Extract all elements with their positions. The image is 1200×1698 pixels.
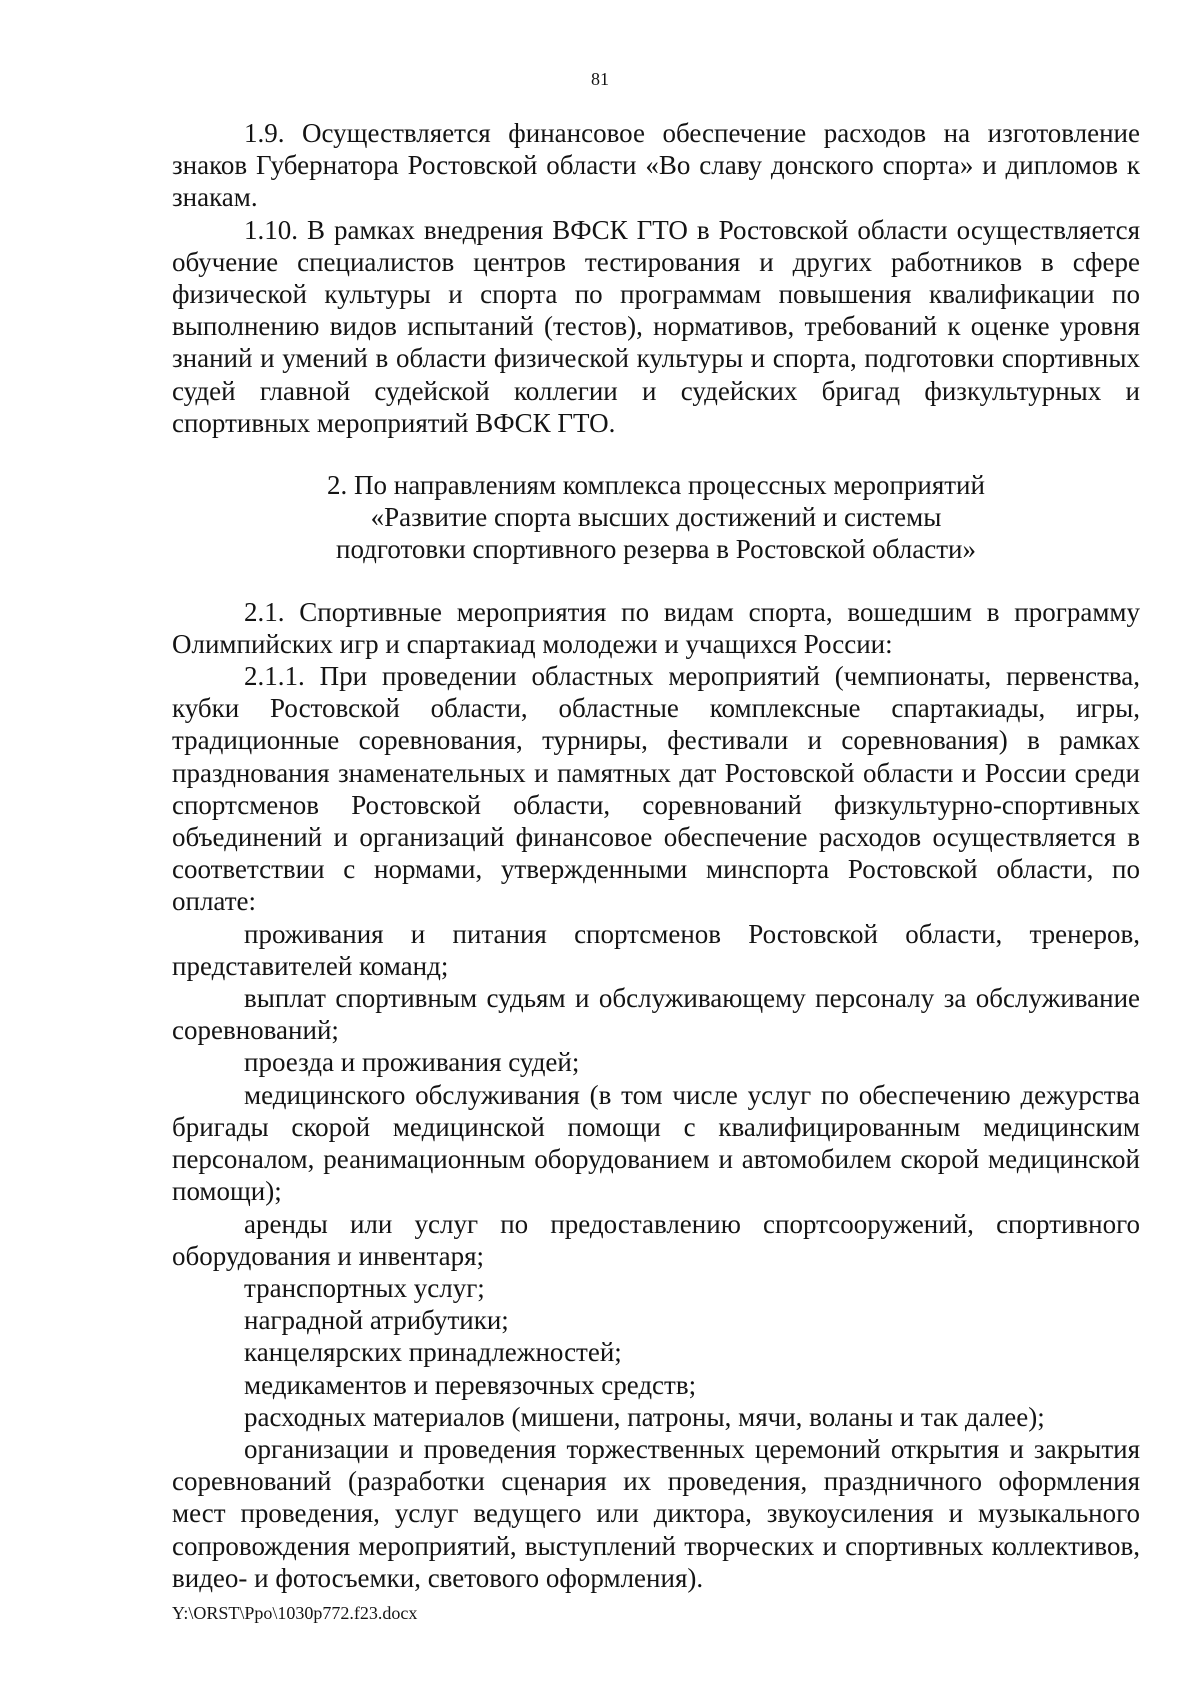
list-item-ceremonies: организации и проведения торжественных церемоний открытия и закрытия соревнований (разработки сценария их проведения, праздничного оформления мест проведения, услуг ведущего или диктора, звукоусиления и музыкального сопровождения мероприятий, выступлений творческих и спортивных коллективов, видео- и фотосъемки, светового оформления). [172,1433,1140,1593]
section-heading-line-3: подготовки спортивного резерва в Ростовской области» [336,534,976,565]
page-number: 81 [591,69,609,89]
section-heading-line-1: 2. По направлениям комплекса процессных мероприятий [327,470,985,501]
list-item-stationery: канцелярских принадлежностей; [244,1337,622,1368]
section-heading-line-2: «Развитие спорта высших достижений и системы [370,502,942,533]
list-item-awards: наградной атрибутики; [244,1305,509,1336]
list-item-rent: аренды или услуг по предоставлению спортсооружений, спортивного оборудования и инвентаря; [172,1208,1140,1271]
section-heading [172,469,1140,566]
paragraph-1-9: 1.9. Осуществляется финансовое обеспечение расходов на изготовление знаков Губернатора Ростовской области «Во славу донского спорта» и дипломов к знакам. [172,118,1140,213]
list-item-judges-travel: проезда и проживания судей; [244,1047,580,1078]
list-item-judges-payments: выплат спортивным судьям и обслуживающему персоналу за обслуживание соревнований; [172,983,1140,1046]
footer-file-path: Y:\ORST\Ppo\1030p772.f23.docx [172,1603,418,1623]
list-item-consumables: расходных материалов (мишени, патроны, мячи, воланы и так далее); [244,1401,1045,1432]
paragraph-1-10: 1.10. В рамках внедрения ВФСК ГТО в Ростовской области осуществляется обучение специалистов центров тестирования и других работников в сфере физической культуры и спорта по программам повышения квалификации по выполнению видов испытаний (тестов), нормативов, требований к оценке уровня знаний и умений в области физической культуры и спорта, подготовки спортивных судей главной судейской коллегии и судейских бригад физкультурных и спортивных мероприятий ВФСК ГТО. [172,214,1140,438]
list-item-accommodation: проживания и питания спортсменов Ростовской области, тренеров, представителей команд; [172,918,1140,981]
paragraph-2-1-1: 2.1.1. При проведении областных мероприятий (чемпионаты, первенства, кубки Ростовской области, областные комплексные спартакиады, игры, традиционные соревнования, турниры, фестивали и соревнования) в рамках празднования знаменательных и памятных дат Ростовской области и России среди спортсменов Ростовской области, соревнований физкультурно-спортивных объединений и организаций финансовое обеспечение расходов осуществляется в соответствии с нормами, утвержденными минспорта Ростовской области, по оплате: [172,661,1140,917]
list-item-transport: транспортных услуг; [244,1272,485,1303]
list-item-medicines: медикаментов и перевязочных средств; [244,1369,697,1400]
paragraph-2-1: 2.1. Спортивные мероприятия по видам спорта, вошедшим в программу Олимпийских игр и спартакиад молодежи и учащихся России: [172,596,1140,659]
list-item-medical: медицинского обслуживания (в том числе услуг по обеспечению дежурства бригады скорой медицинской помощи с квалифицированным медицинским персоналом, реанимационным оборудованием и автомобилем скорой медицинской помощи); [172,1079,1140,1207]
document-body [172,117,1140,1594]
